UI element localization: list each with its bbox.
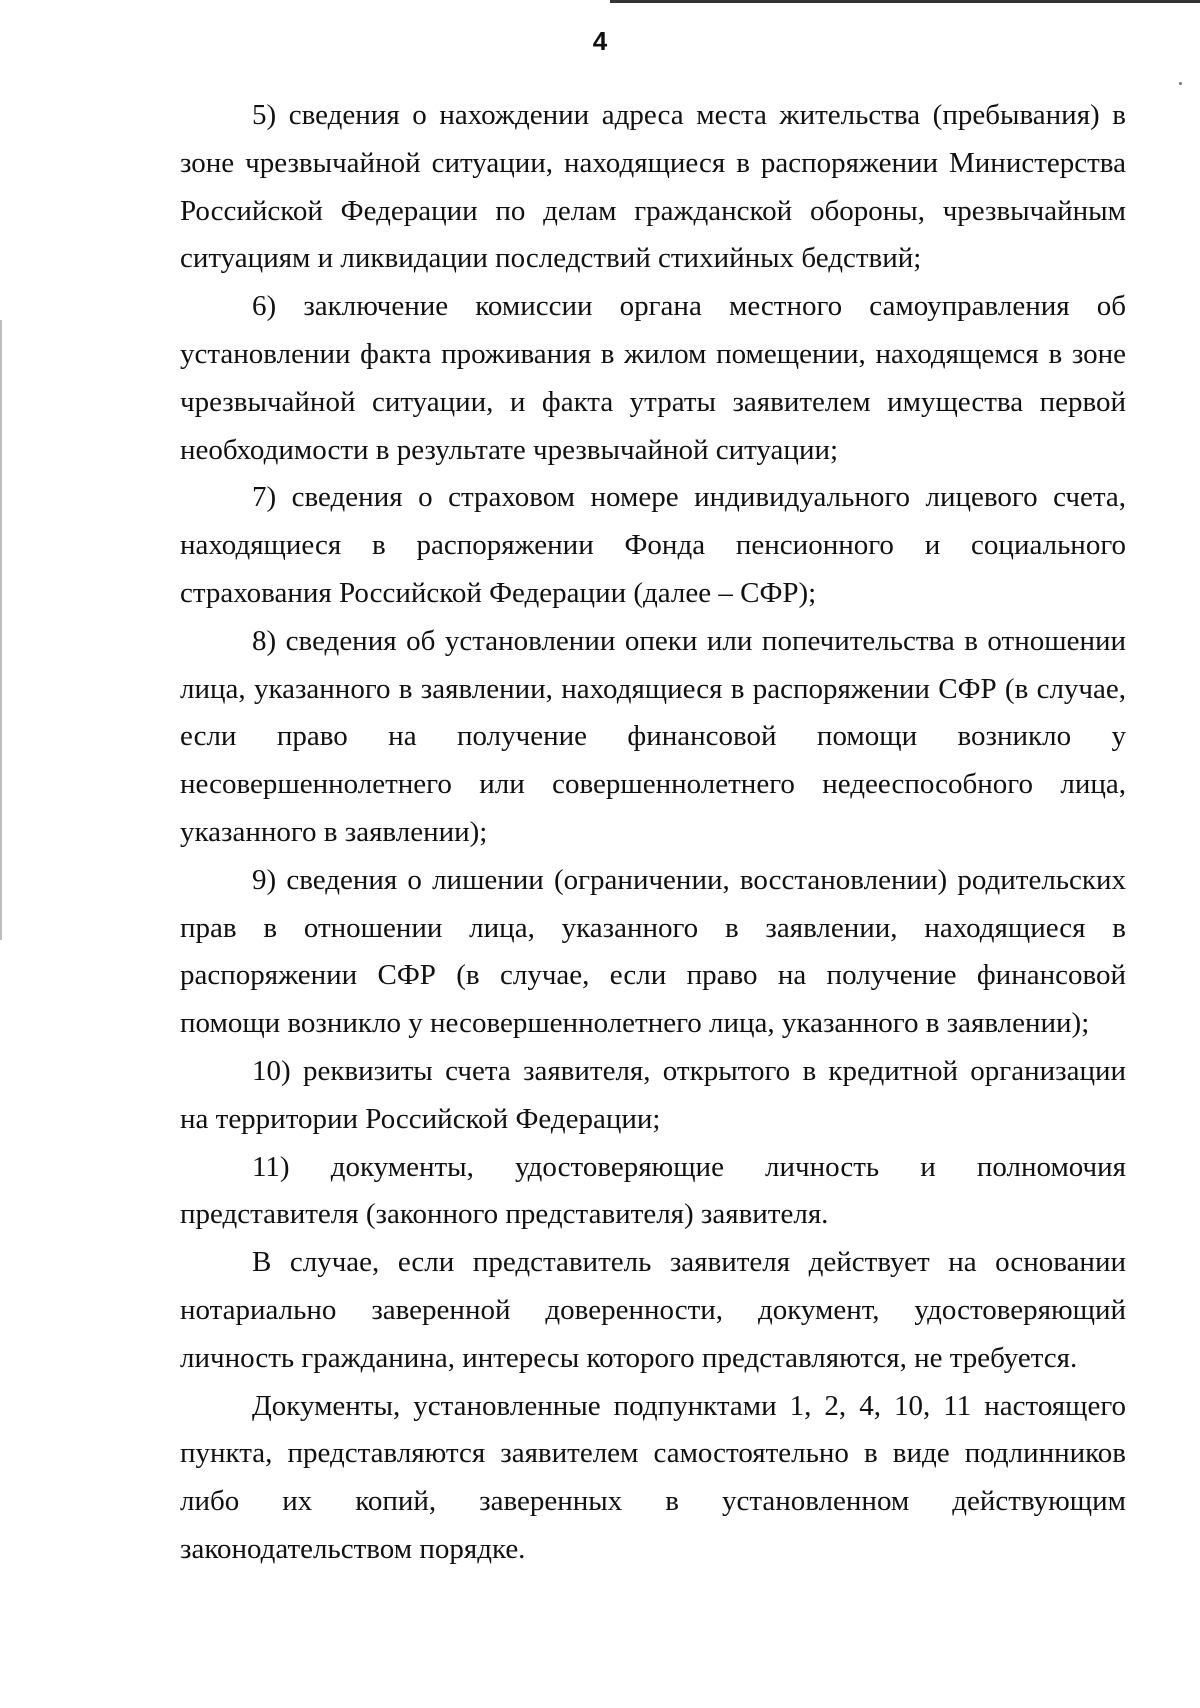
scan-speck	[1179, 82, 1182, 85]
paragraph-item-6: 6) заключение комиссии органа местного самоуправления об установлении факта проживания в жилом помещении, находящемся в зоне чрезвычайной ситуации, и факта утраты заявителем имущества первой необходимости в результате чрезвычайной ситуации;	[180, 290, 1126, 466]
paragraph-item-7: 7) сведения о страховом номере индивидуального лицевого счета, находящиеся в распоряжении Фонда пенсионного и социального страхования Российской Федерации (далее – СФР);	[180, 481, 1126, 609]
scan-left-edge	[0, 320, 2, 940]
scan-top-edge	[610, 0, 1200, 3]
paragraph-documents-note: Документы, установленные подпунктами 1, 2, 4, 10, 11 настоящего пункта, представляются заявителем самостоятельно в виде подлинников либо их копий, заверенных в установленном действующим законодательством порядке.	[180, 1389, 1126, 1565]
paragraph-item-11: 11) документы, удостоверяющие личность и полномочия представителя (законного представителя) заявителя.	[180, 1150, 1126, 1231]
document-body	[180, 92, 1126, 1574]
paragraph-representative-note: В случае, если представитель заявителя действует на основании нотариально заверенной доверенности, документ, удостоверяющий личность гражданина, интересы которого представляются, не требуется.	[180, 1246, 1126, 1374]
paragraph-item-10: 10) реквизиты счета заявителя, открытого в кредитной организации на территории Российской Федерации;	[180, 1054, 1126, 1135]
paragraph-item-9: 9) сведения о лишении (ограничении, восстановлении) родительских прав в отношении лица, указанного в заявлении, находящиеся в распоряжении СФР (в случае, если право на получение финансовой помощи возникло у несовершеннолетнего лица, указанного в заявлении);	[180, 863, 1126, 1040]
paragraph-item-5: 5) сведения о нахождении адреса места жительства (пребывания) в зоне чрезвычайной ситуации, находящиеся в распоряжении Министерства Российской Федерации по делам гражданской обороны, чрезвычайным ситуациям и ликвидации последствий стихийных бедствий;	[180, 99, 1126, 275]
page-number: 4	[592, 26, 608, 56]
paragraph-item-8: 8) сведения об установлении опеки или попечительства в отношении лица, указанного в заявлении, находящиеся в распоряжении СФР (в случае, если право на получение финансовой помощи возникло у несовершеннолетнего или совершеннолетнего недееспособного лица, указанного в заявлении);	[180, 624, 1126, 848]
